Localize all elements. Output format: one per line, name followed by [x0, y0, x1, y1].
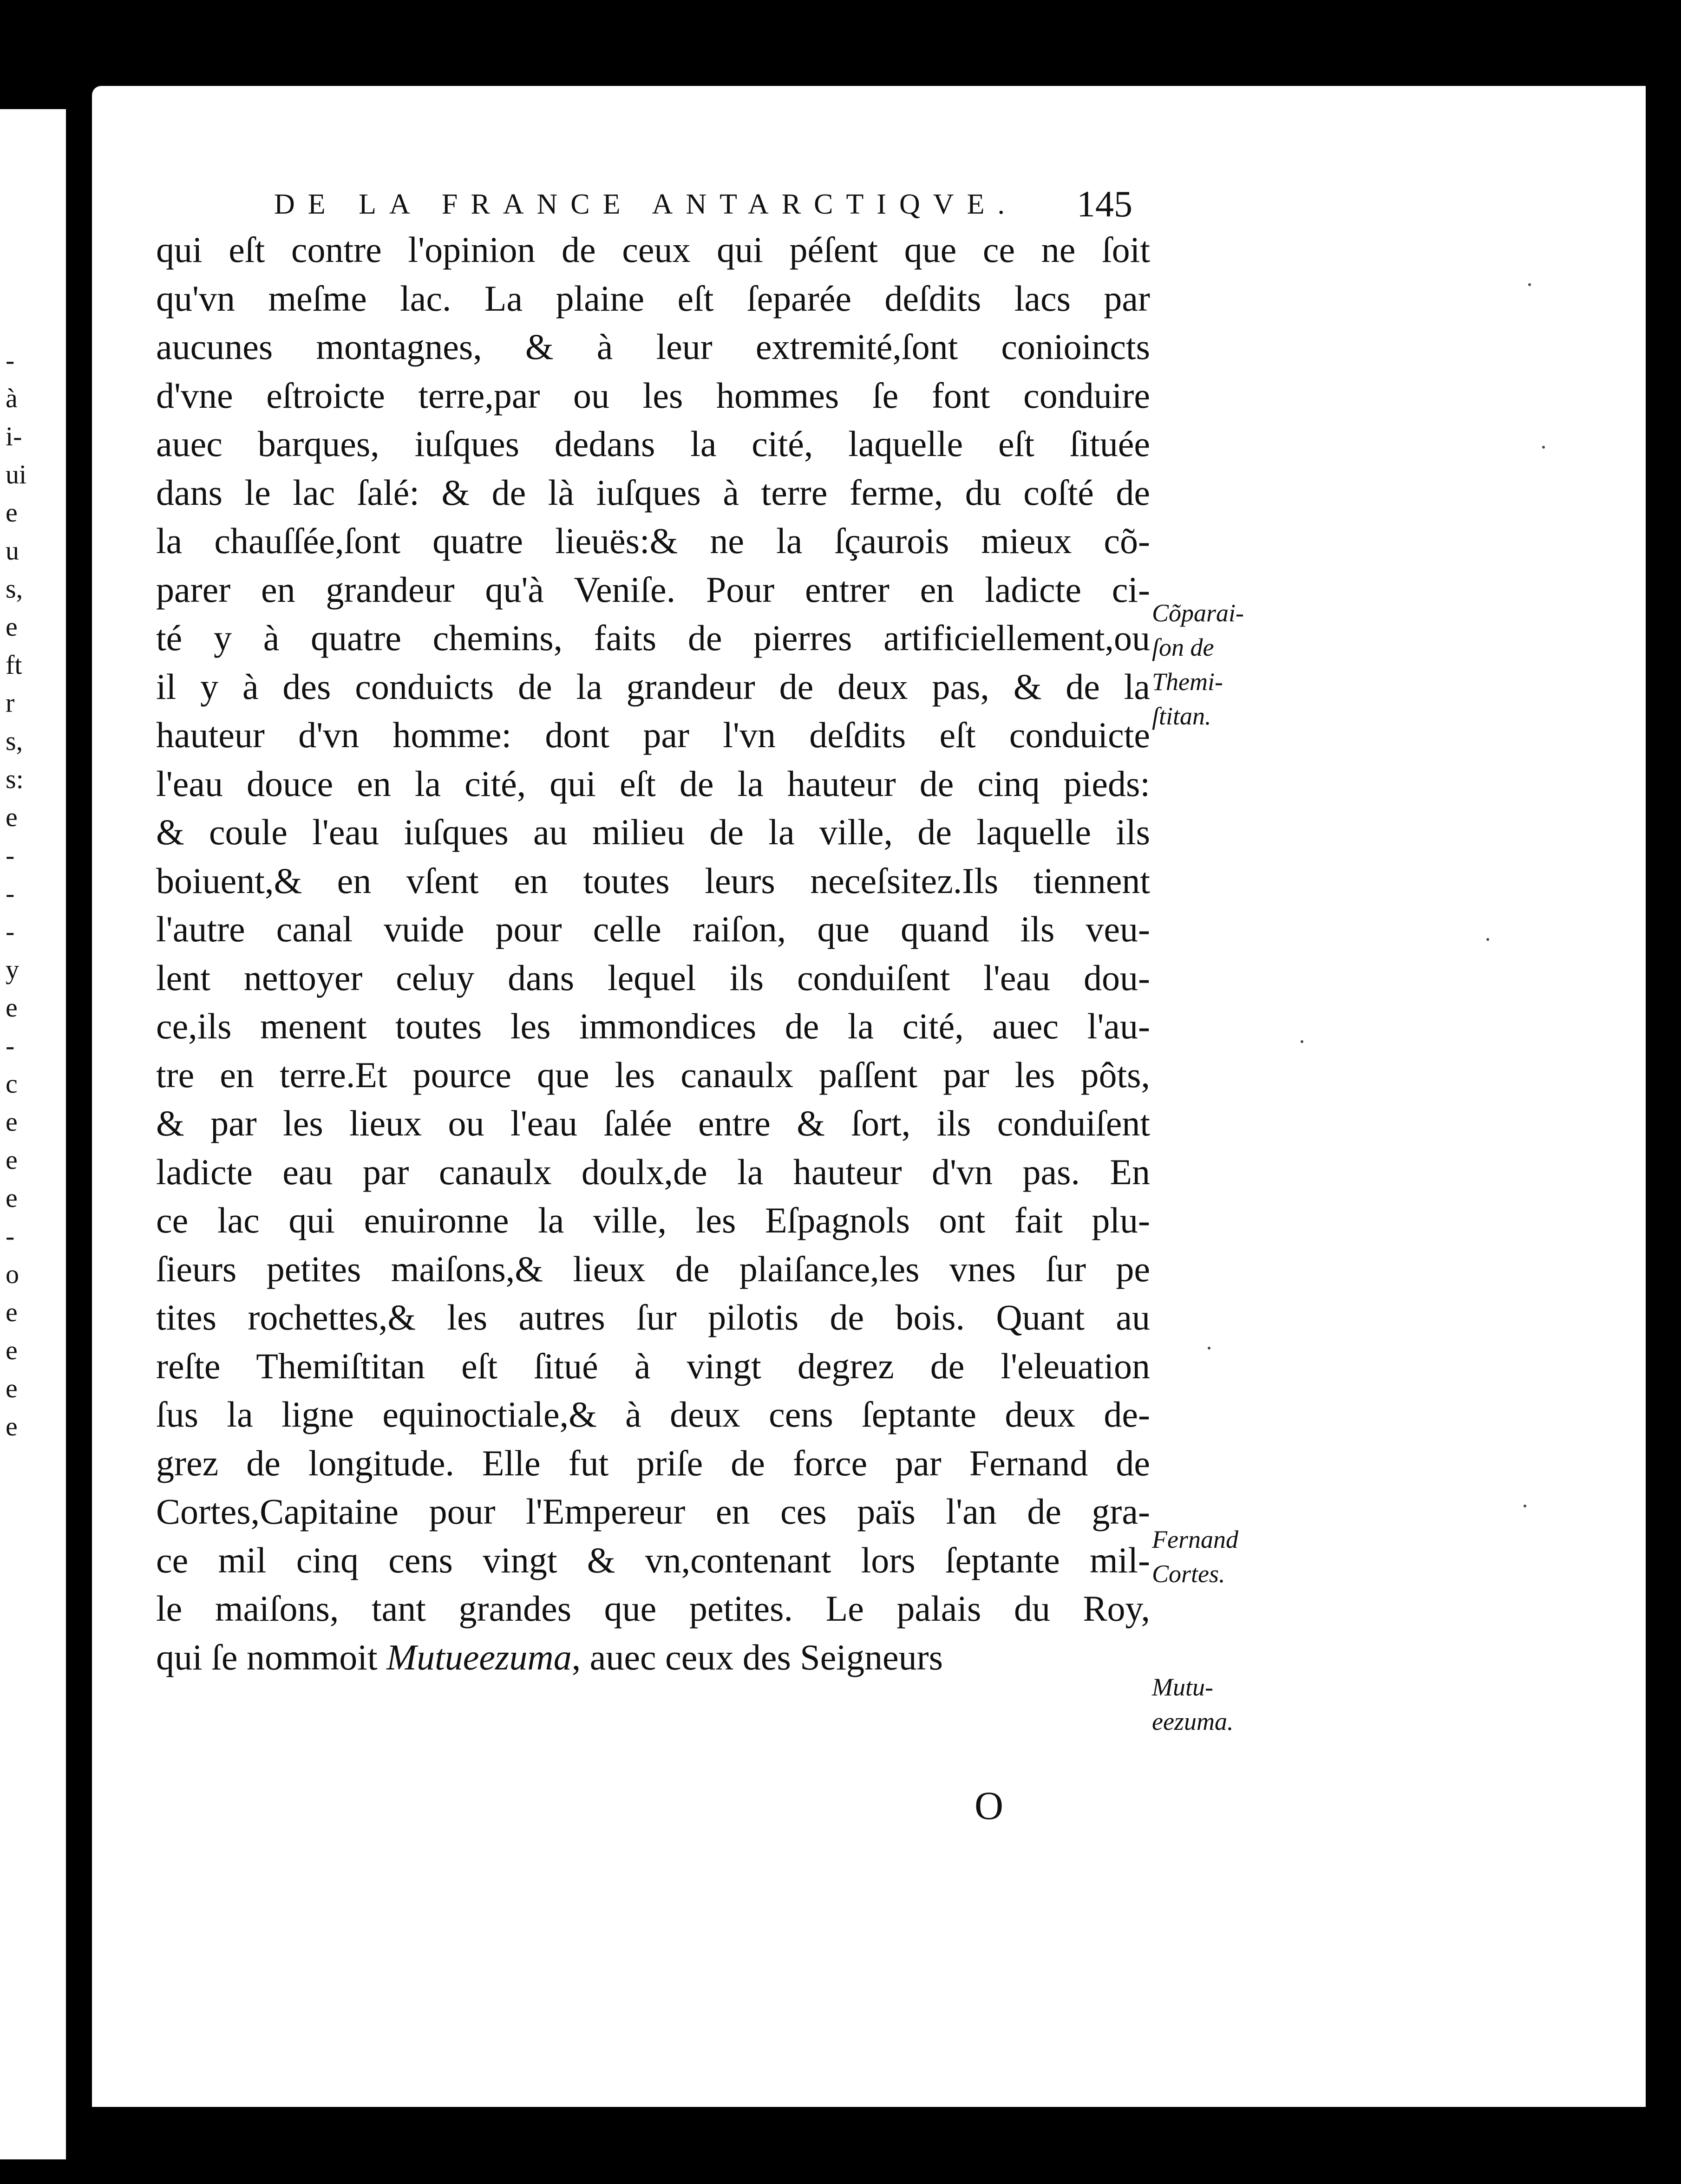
previous-page-fragment: e — [6, 497, 18, 528]
margin-note-line: ſon de — [1152, 633, 1214, 661]
text-line: l'autre canal vuide pour celle raiſon, que quand ils veu- — [156, 909, 1150, 949]
previous-page-fragment: - — [6, 840, 15, 870]
previous-page-fragment: e — [6, 1373, 18, 1403]
previous-page-fragment: e — [6, 1335, 18, 1365]
text-line: reſte Themiſtitan eſt ſitué à vingt degrez de l'eleuation — [156, 1345, 1150, 1386]
previous-page-fragment: e — [6, 992, 18, 1023]
text-line: ſieurs petites maiſons,& lieux de plaiſance,les vnes ſur pe — [156, 1248, 1150, 1289]
text-line: ce lac qui enuironne la ville, les Eſpagnols ont fait plu- — [156, 1200, 1150, 1240]
text-line: d'vne eſtroicte terre,par ou les hommes ſe font conduire — [156, 375, 1150, 416]
previous-page-fragment: u — [6, 535, 19, 566]
signature-mark: O — [975, 1783, 1004, 1828]
text-line: tre en terre.Et pource que les canaulx paſſent par les pôts, — [156, 1054, 1150, 1095]
previous-page-fragment: s, — [6, 726, 23, 756]
text-line: Cortes,Capitaine pour l'Empereur en ces païs l'an de gra- — [156, 1491, 1150, 1532]
previous-page-fragment: e — [6, 1107, 18, 1137]
previous-page-fragment: ft — [6, 650, 22, 680]
previous-page-edge — [0, 109, 66, 2159]
margin-note-line: Cõparai- — [1152, 599, 1244, 627]
previous-page-fragment: e — [6, 1145, 18, 1175]
main-text-block — [156, 226, 1150, 1682]
print-speck — [1208, 1347, 1210, 1350]
previous-page-fragment: e — [6, 1183, 18, 1213]
running-title: DE LA FRANCE ANTARCTIQVE. — [274, 189, 1018, 220]
previous-page-fragment: e — [6, 1297, 18, 1327]
previous-page-fragment: c — [6, 1069, 18, 1099]
text-line: ce mil cinq cens vingt & vn,contenant lors ſeptante mil- — [156, 1539, 1150, 1580]
previous-page-fragment: - — [6, 878, 15, 908]
margin-note-line: Mutu- — [1152, 1673, 1213, 1701]
previous-page-fragment: - — [6, 345, 15, 375]
print-speck — [1542, 446, 1545, 449]
print-speck — [1524, 1505, 1526, 1507]
previous-page-fragment: y — [6, 954, 19, 984]
previous-page-fragment: e — [6, 1411, 18, 1441]
print-speck — [1301, 1040, 1303, 1043]
previous-page-fragment: s: — [6, 764, 24, 794]
text-line: & par les lieux ou l'eau ſalée entre & ſort, ils conduiſent — [156, 1103, 1150, 1143]
print-speck — [1528, 283, 1531, 286]
text-line: qui eſt contre l'opinion de ceux qui péſent que ce ne ſoit — [156, 229, 1150, 270]
text-line: hauteur d'vn homme: dont par l'vn deſdits eſt conduicte — [156, 715, 1150, 755]
text-line: il y à des conduicts de la grandeur de deux pas, & de la — [156, 666, 1150, 707]
previous-page-fragment: e — [6, 612, 18, 642]
margin-note-comparison — [1152, 596, 1244, 733]
previous-page-fragment: e — [6, 802, 18, 832]
margin-note-line: ſtitan. — [1152, 702, 1211, 730]
text-line: lent nettoyer celuy dans lequel ils conduiſent l'eau dou- — [156, 957, 1150, 998]
margin-note-mutueezuma — [1152, 1670, 1233, 1739]
text-line: l'eau douce en la cité, qui eſt de la hauteur de cinq pieds: — [156, 763, 1150, 804]
margin-note-line: Cortes. — [1152, 1560, 1225, 1588]
text-line: dans le lac ſalé: & de là iuſques à terre ferme, du coſté de — [156, 472, 1150, 513]
text-line: le maiſons, tant grandes que petites. Le palais du Roy, — [156, 1588, 1150, 1629]
text-line: auec barques, iuſques dedans la cité, laquelle eſt ſituée — [156, 424, 1150, 464]
text-line: & coule l'eau iuſques au milieu de la ville, de laquelle ils — [156, 812, 1150, 852]
previous-page-fragment: s, — [6, 574, 23, 604]
text-line: ſus la ligne equinoctiale,& à deux cens ſeptante deux de- — [156, 1394, 1150, 1434]
text-line: la chauſſée,ſont quatre lieuës:& ne la ſçaurois mieux cõ- — [156, 521, 1150, 561]
text-line: qu'vn meſme lac. La plaine eſt ſeparée deſdits lacs par — [156, 278, 1150, 319]
previous-page-margin-fragments — [6, 341, 26, 1446]
previous-page-fragment: - — [6, 1221, 15, 1251]
page-number: 145 — [1077, 184, 1132, 225]
previous-page-fragment: o — [6, 1259, 19, 1289]
text-line: boiuent,& en vſent en toutes leurs neceſsitez.Ils tiennent — [156, 860, 1150, 901]
margin-note-line: Fernand — [1152, 1526, 1238, 1553]
text-line: grez de longitude. Elle fut priſe de force par Fernand de — [156, 1442, 1150, 1483]
previous-page-fragment: à — [6, 383, 18, 413]
margin-note-line: eezuma. — [1152, 1708, 1234, 1735]
text-line-last: qui ſe nommoit Mutueezuma, auec ceux des Seigneurs — [156, 1636, 943, 1677]
text-line: ladicte eau par canaulx doulx,de la hauteur d'vn pas. En — [156, 1151, 1150, 1192]
text-line: ce,ils menent toutes les immondices de la cité, auec l'au- — [156, 1006, 1150, 1046]
previous-page-fragment: i- — [6, 421, 22, 451]
margin-note-line: Themi- — [1152, 668, 1223, 696]
text-line: tites rochettes,& les autres ſur pilotis de bois. Quant au — [156, 1297, 1150, 1337]
text-line: aucunes montagnes, & à leur extremité,ſont conioincts — [156, 326, 1150, 367]
previous-page-fragment: - — [6, 1030, 15, 1061]
previous-page-fragment: ui — [6, 459, 27, 489]
text-line: té y à quatre chemins, faits de pierres artificiellement,ou — [156, 618, 1150, 658]
print-speck — [1486, 938, 1489, 941]
royal-name: Mutueezuma — [386, 1636, 572, 1677]
previous-page-fragment: r — [6, 688, 15, 718]
text-line: parer en grandeur qu'à Veniſe. Pour entrer en ladicte ci- — [156, 569, 1150, 610]
margin-note-fernand-cortes — [1152, 1522, 1238, 1591]
previous-page-fragment: - — [6, 916, 15, 946]
